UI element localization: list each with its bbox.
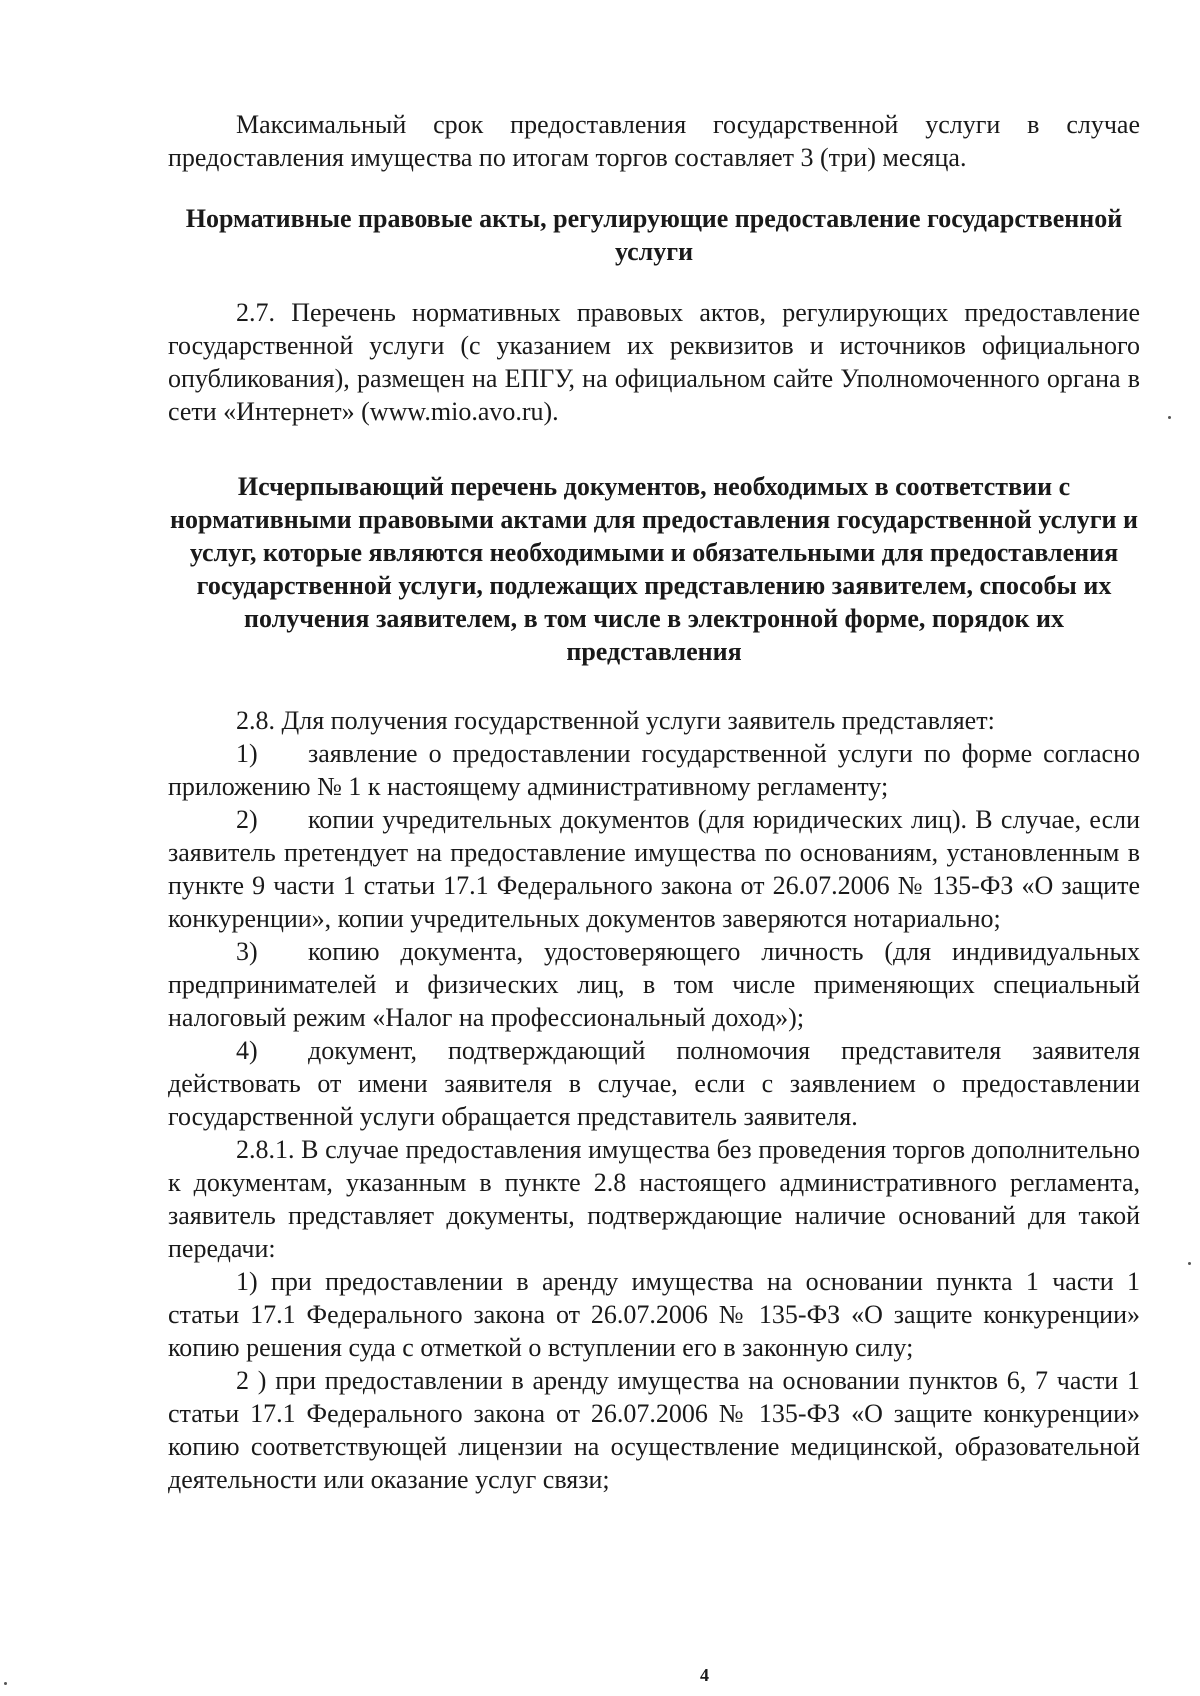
list-item-text: заявление о предоставлении государственной услуги по форме согласно приложению № 1 к настоящему административному регламенту; [168, 739, 1140, 801]
list-item-2-8-1-2: 2 ) при предоставлении в аренду имущества на основании пунктов 6, 7 части 1 статьи 17.1 Федерального закона от 26.07.2006 № 135-ФЗ «О защите конкуренции» копию соответствующей лицензии на осуществление медицинской, образовательной деятельности или оказание услуг связи; [168, 1366, 1140, 1494]
intro-paragraph: Максимальный срок предоставления государственной услуги в случае предоставления имущества по итогам торгов составляет 3 (три) месяца. [168, 110, 1140, 172]
scan-speck [1168, 416, 1171, 419]
list-item-number: 2) [236, 805, 258, 834]
document-body [168, 108, 1140, 1496]
list-item-text: документ, подтверждающий полномочия представителя заявителя действовать от имени заявителя в случае, если с заявлением о предоставлении государственной услуги обращается представитель заявителя. [168, 1036, 1140, 1131]
list-item-number: 3) [236, 937, 258, 966]
list-item-number: 4) [236, 1036, 258, 1065]
scan-speck [4, 1682, 7, 1685]
list-item-2-8-1-1: 1) при предоставлении в аренду имущества на основании пункта 1 части 1 статьи 17.1 Федерального закона от 26.07.2006 № 135-ФЗ «О защите конкуренции» копию решения суда с отметкой о вступлении его в законную силу; [168, 1267, 1140, 1362]
heading-normative-acts: Нормативные правовые акты, регулирующие предоставление государственной услуги [185, 204, 1123, 266]
list-item-2-8-1 [168, 737, 1140, 803]
list-item-2-8-2 [168, 803, 1140, 935]
list-item-2-8-4 [168, 1034, 1140, 1133]
scan-speck [1188, 1262, 1191, 1265]
list-item-2-8-3 [168, 935, 1140, 1034]
paragraph-2-8-intro: 2.8. Для получения государственной услуги заявитель представляет: [236, 706, 995, 735]
list-item-text: копию документа, удостоверяющего личность (для индивидуальных предпринимателей и физических лиц, в том числе применяющих специальный налоговый режим «Налог на профессиональный доход»); [168, 937, 1140, 1032]
paragraph-2-7: 2.7. Перечень нормативных правовых актов, регулирующих предоставление государственной услуги (с указанием их реквизитов и источников официального опубликования), размещен на ЕПГУ, на официальном сайте Уполномоченного органа в сети «Интернет» (www.mio.avo.ru). [168, 298, 1140, 426]
heading-required-documents: Исчерпывающий перечень документов, необходимых в соответствии с нормативными правовыми актами для предоставления государственной услуги и услуг, которые являются необходимыми и обязательными для предоставления государственной услуги, подлежащих представлению заявителем, способы их получения заявителем, в том числе в электронной форме, порядок их представления [170, 472, 1138, 666]
paragraph-2-8-1: 2.8.1. В случае предоставления имущества без проведения торгов дополнительно к документам, указанным в пункте 2.8 настоящего административного регламента, заявитель представляет документы, подтверждающие наличие оснований для такой передачи: [168, 1135, 1140, 1263]
page-number: 4 [700, 1665, 711, 1685]
list-item-number: 1) [236, 739, 258, 768]
list-item-text: копии учредительных документов (для юридических лиц). В случае, если заявитель претендует на предоставление имущества по основаниям, установленным в пункте 9 части 1 статьи 17.1 Федерального закона от 26.07.2006 № 135-ФЗ «О защите конкуренции», копии учредительных документов заверяются нотариально; [168, 805, 1140, 933]
